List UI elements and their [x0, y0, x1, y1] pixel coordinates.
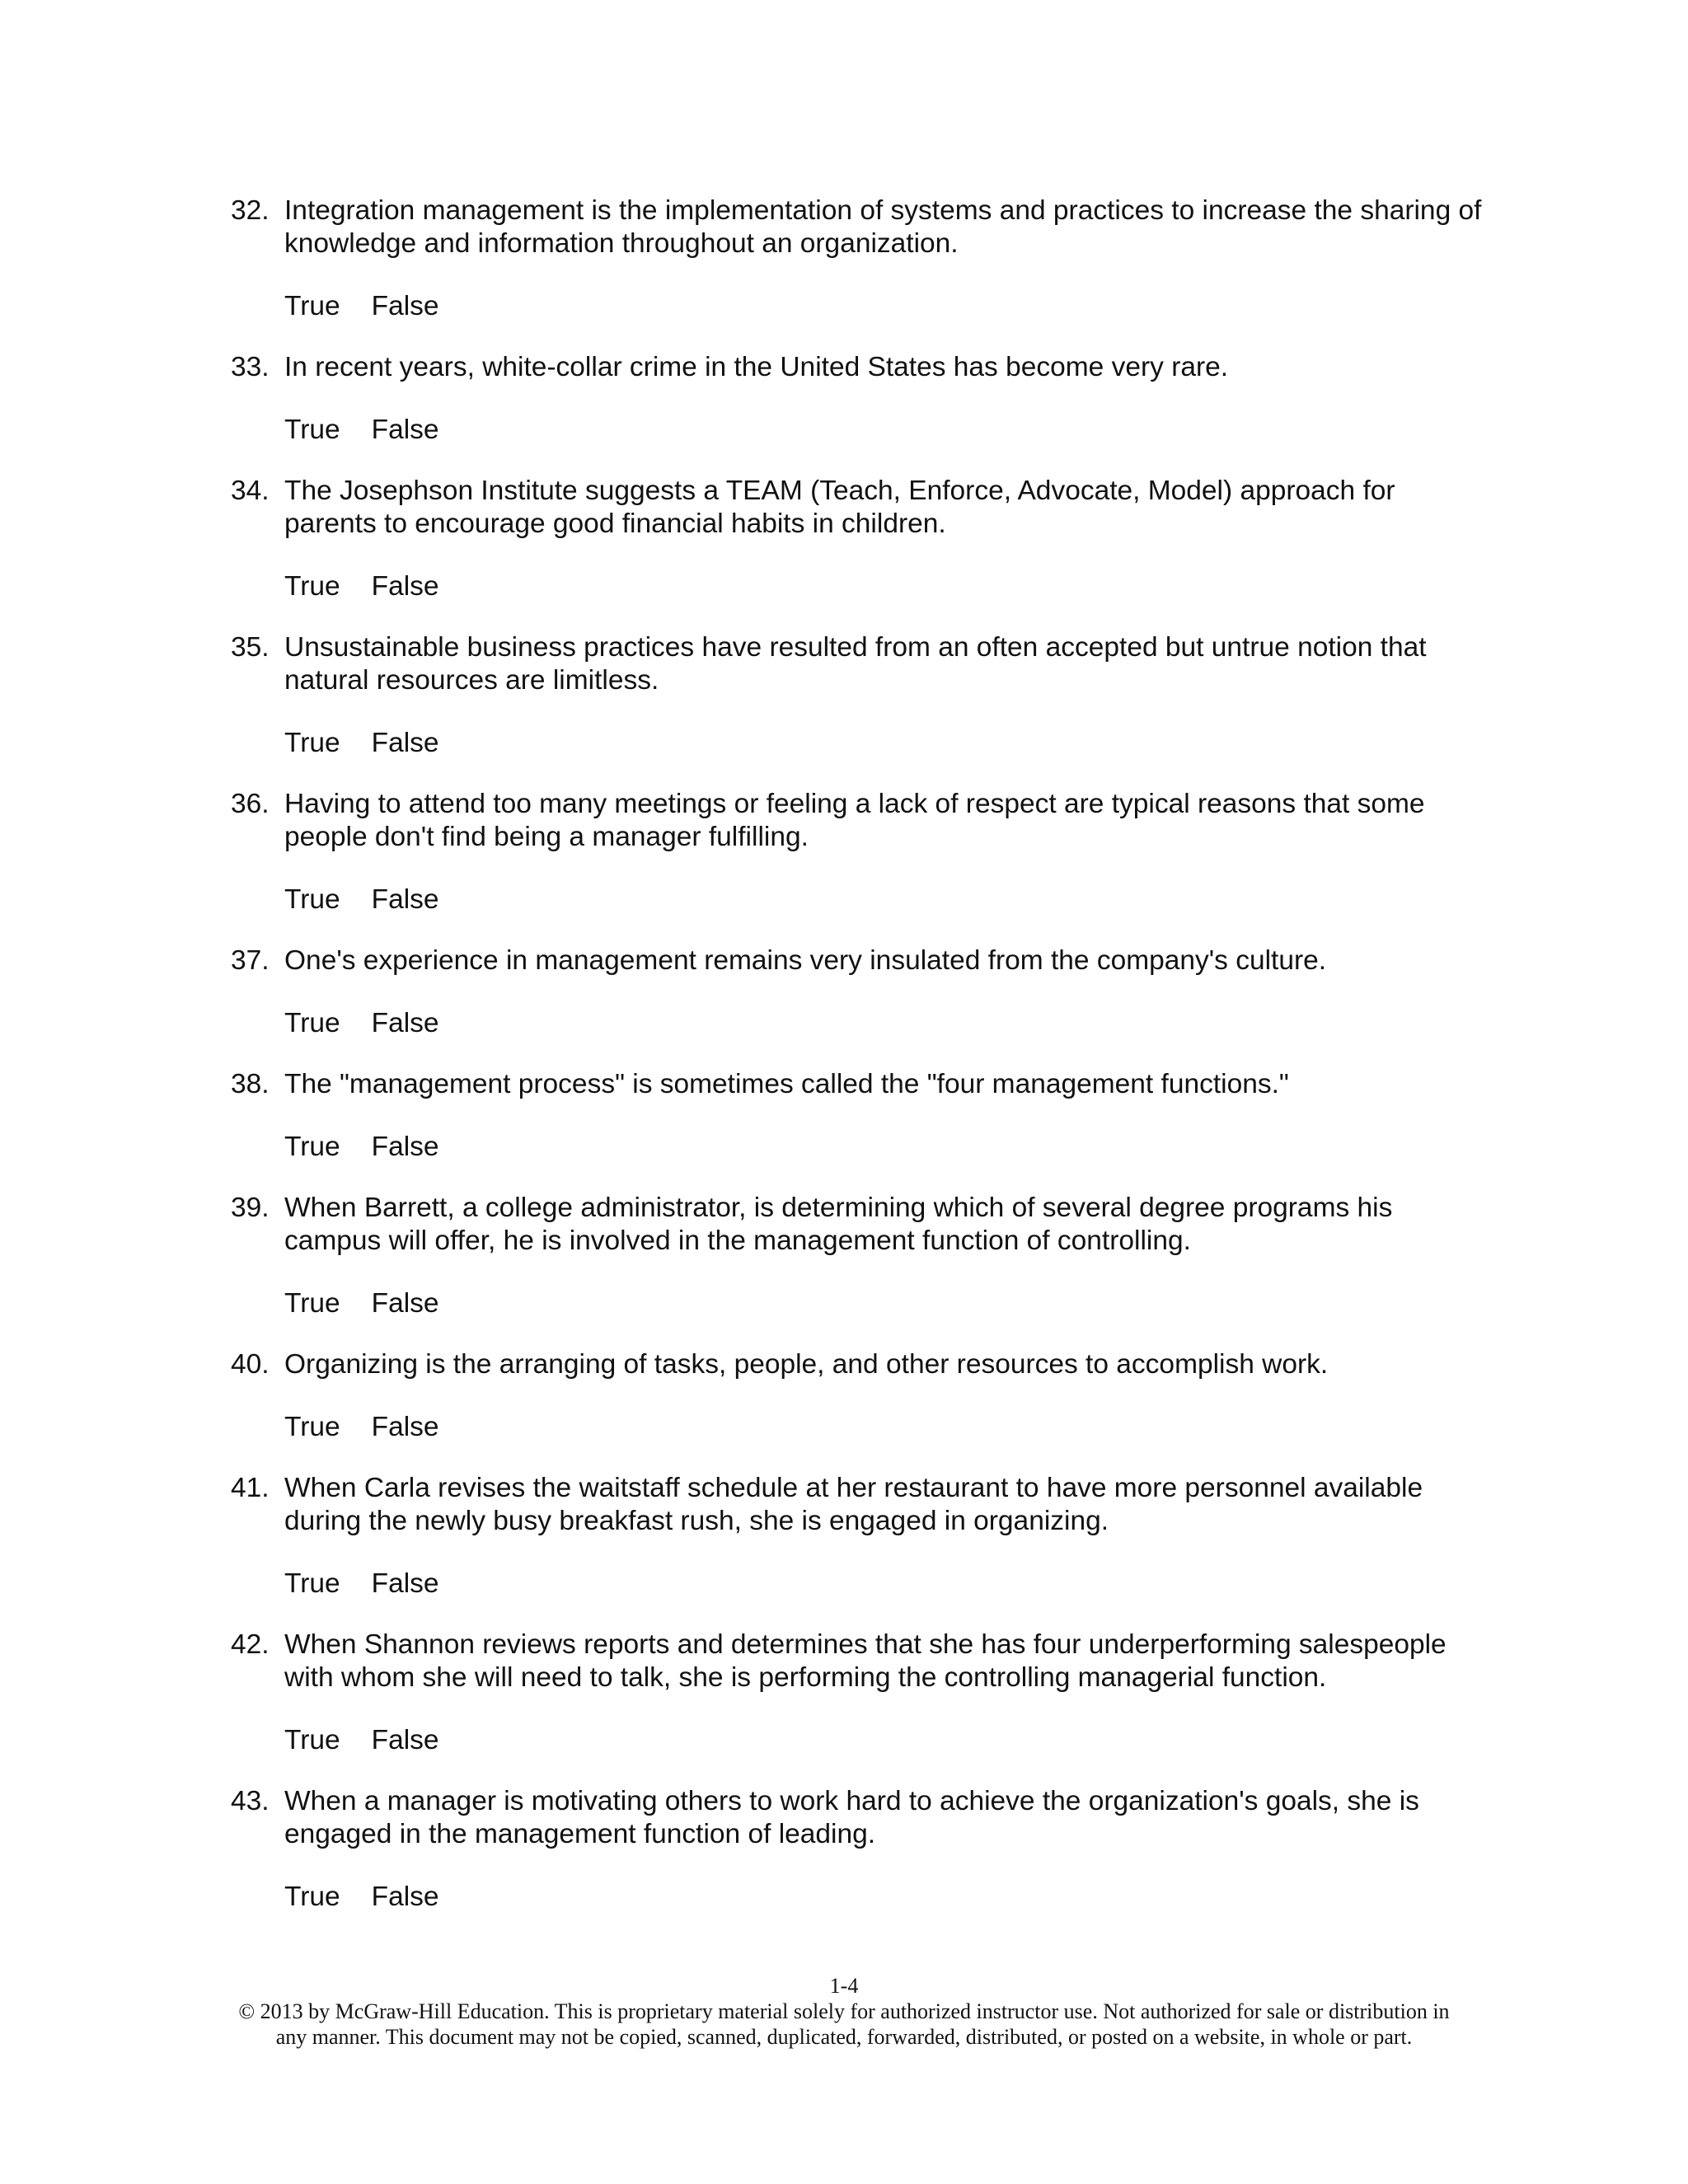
- question-40: [231, 1348, 1484, 1444]
- question-text: The "management process" is sometimes called the "four management functions.": [284, 1069, 1289, 1099]
- question-text: Having to attend too many meetings or feeling a lack of respect are typical reasons that some people don't find being a manager fulfilling.: [284, 789, 1425, 852]
- false-option: False: [371, 1882, 439, 1912]
- true-false-options: [284, 570, 1484, 603]
- question-38: [231, 1068, 1484, 1164]
- true-false-options: [284, 1287, 1484, 1320]
- question-number: 38.: [231, 1069, 270, 1099]
- true-option: True: [284, 1882, 340, 1912]
- true-option: True: [284, 415, 340, 445]
- question-33: [231, 351, 1484, 447]
- question-number: 43.: [231, 1786, 270, 1816]
- true-option: True: [284, 291, 340, 321]
- true-false-options: [284, 1411, 1484, 1444]
- true-option: True: [284, 571, 340, 602]
- true-false-options: [284, 1131, 1484, 1164]
- question-43: [231, 1785, 1484, 1914]
- question-41: [231, 1472, 1484, 1601]
- false-option: False: [371, 1725, 439, 1755]
- question-text: Organizing is the arranging of tasks, people, and other resources to accomplish work.: [284, 1349, 1329, 1380]
- false-option: False: [371, 1132, 439, 1162]
- question-number: 39.: [231, 1193, 270, 1223]
- question-text: When Barrett, a college administrator, is determining which of several degree programs his campus will offer, he is involved in the management function of controlling.: [284, 1193, 1393, 1256]
- page-number: 1-4: [829, 1974, 859, 1998]
- question-text: When Carla revises the waitstaff schedule at her restaurant to have more personnel available during the newly busy breakfast rush, she is engaged in organizing.: [284, 1473, 1423, 1536]
- false-option: False: [371, 1412, 439, 1442]
- false-option: False: [371, 1008, 439, 1038]
- question-39: [231, 1192, 1484, 1320]
- false-option: False: [371, 415, 439, 445]
- page-footer: [165, 1973, 1523, 2050]
- question-number: 41.: [231, 1473, 270, 1503]
- question-42: [231, 1629, 1484, 1757]
- question-number: 32.: [231, 195, 270, 226]
- question-number: 36.: [231, 789, 270, 819]
- question-number: 37.: [231, 945, 270, 976]
- true-option: True: [284, 1132, 340, 1162]
- true-option: True: [284, 728, 340, 758]
- question-37: [231, 944, 1484, 1040]
- question-number: 40.: [231, 1349, 270, 1380]
- false-option: False: [371, 1568, 439, 1599]
- true-false-options: [284, 1724, 1484, 1757]
- copyright-line-1: © 2013 by McGraw-Hill Education. This is proprietary material solely for authorized instructor use. Not authorized for sale or distribution in: [238, 1999, 1450, 2023]
- question-number: 42.: [231, 1629, 270, 1660]
- question-number: 33.: [231, 352, 270, 382]
- true-false-options: [284, 290, 1484, 323]
- copyright-line-2: any manner. This document may not be copied, scanned, duplicated, forwarded, distributed, or posted on a website, in whole or part.: [275, 2025, 1413, 2049]
- true-false-options: [284, 1007, 1484, 1040]
- true-option: True: [284, 1412, 340, 1442]
- true-false-options: [284, 414, 1484, 447]
- question-list: [231, 194, 1484, 1942]
- question-text: When a manager is motivating others to work hard to achieve the organization's goals, she is engaged in the management function of leading.: [284, 1786, 1419, 1849]
- true-false-options: [284, 1568, 1484, 1601]
- true-false-options: [284, 883, 1484, 916]
- question-text: Unsustainable business practices have resulted from an often accepted but untrue notion that natural resources are limitless.: [284, 632, 1427, 696]
- true-option: True: [284, 884, 340, 915]
- true-false-options: [284, 727, 1484, 760]
- true-option: True: [284, 1008, 340, 1038]
- false-option: False: [371, 884, 439, 915]
- question-text: When Shannon reviews reports and determines that she has four underperforming salespeople with whom she will need to talk, she is performing the controlling managerial function.: [284, 1629, 1447, 1693]
- question-35: [231, 631, 1484, 760]
- question-text: The Josephson Institute suggests a TEAM (Teach, Enforce, Advocate, Model) approach for parents to encourage good financial habits in children.: [284, 476, 1395, 539]
- true-false-options: [284, 1881, 1484, 1914]
- question-text: In recent years, white-collar crime in the United States has become very rare.: [284, 352, 1229, 382]
- question-32: [231, 194, 1484, 323]
- true-option: True: [284, 1288, 340, 1319]
- question-text: Integration management is the implementation of systems and practices to increase the sharing of knowledge and information throughout an organization.: [284, 195, 1482, 259]
- question-number: 34.: [231, 476, 270, 506]
- question-34: [231, 475, 1484, 603]
- true-option: True: [284, 1568, 340, 1599]
- false-option: False: [371, 1288, 439, 1319]
- true-option: True: [284, 1725, 340, 1755]
- question-text: One's experience in management remains very insulated from the company's culture.: [284, 945, 1327, 976]
- false-option: False: [371, 571, 439, 602]
- false-option: False: [371, 728, 439, 758]
- question-36: [231, 788, 1484, 916]
- question-number: 35.: [231, 632, 270, 663]
- false-option: False: [371, 291, 439, 321]
